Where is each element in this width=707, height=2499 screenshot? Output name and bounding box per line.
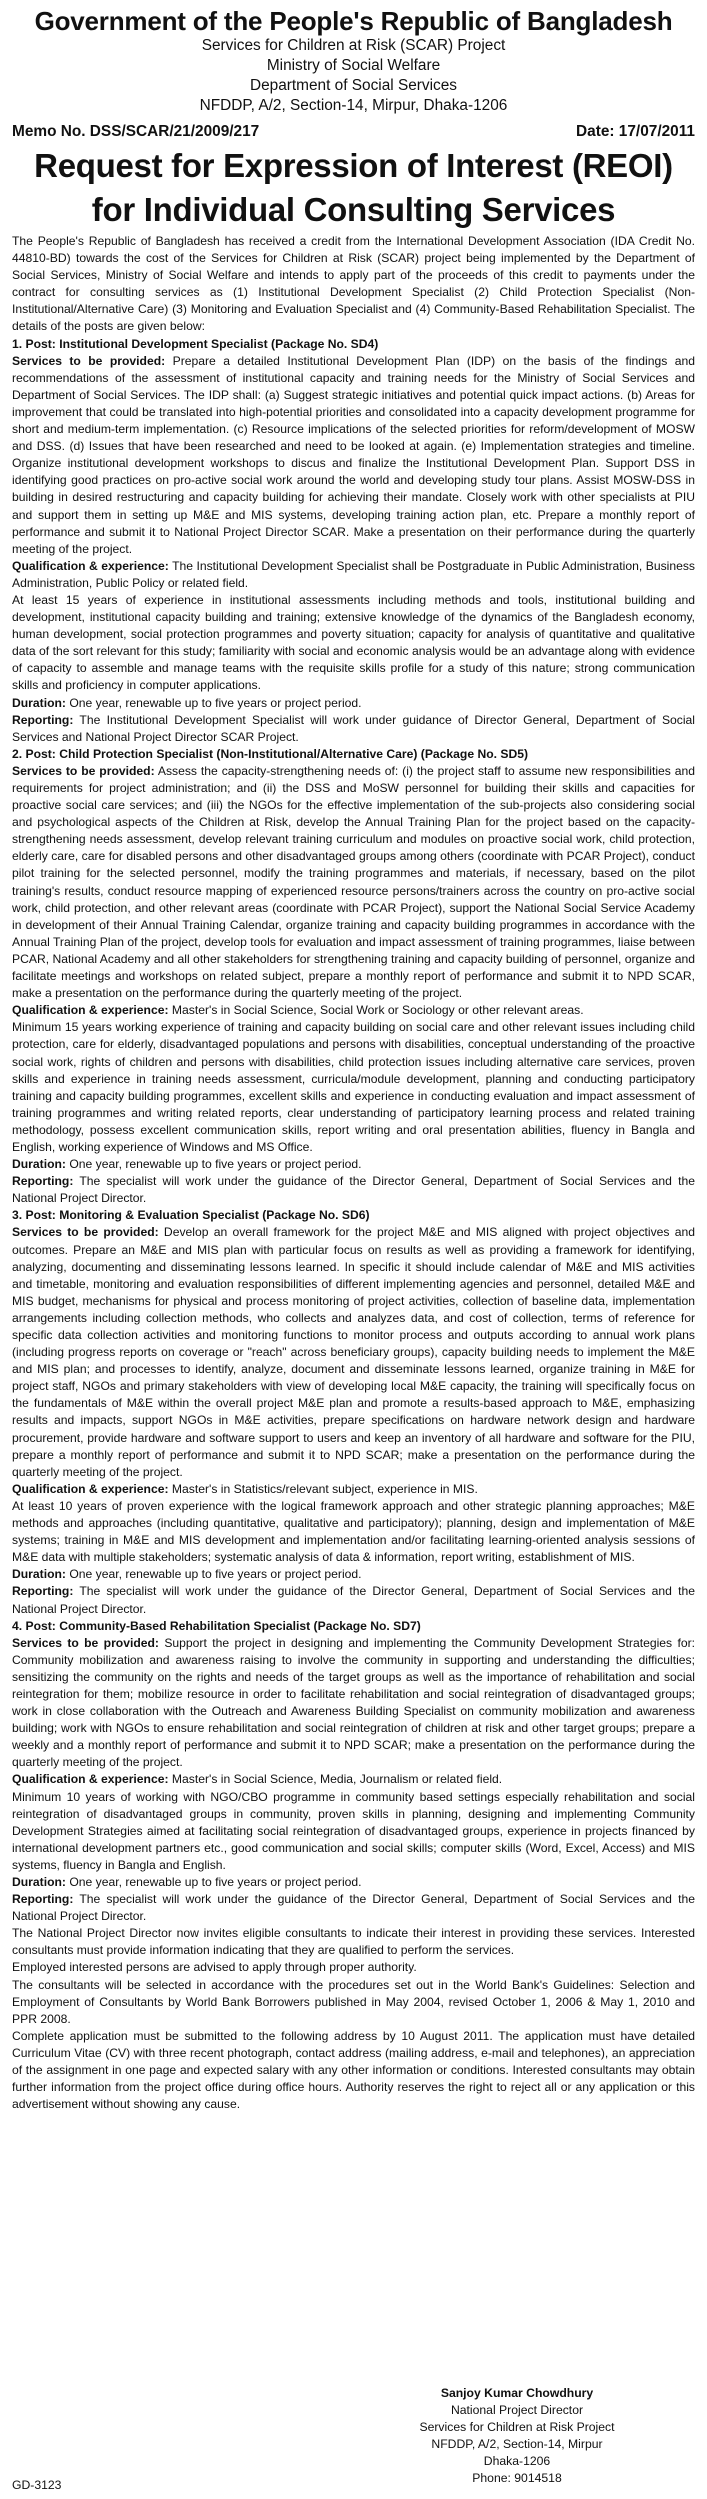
duration-label: Duration:	[12, 695, 66, 710]
post-2-duration	[12, 1156, 695, 1173]
post-1-qualification-text: The Institutional Development Specialist shall be Postgraduate in Public Administration, Business Administration, Public Policy or related field.	[12, 558, 695, 590]
duration-label: Duration:	[12, 1157, 66, 1172]
post-1-reporting-text: The Institutional Development Specialist will work under guidance of Director General, Department of Social Services and National Project Director SCAR Project.	[12, 712, 696, 744]
signatory-city: Dhaka-1206	[483, 2454, 551, 2468]
reporting-label: Reporting:	[12, 1584, 74, 1599]
signatory-project: Services for Children at Risk Project	[419, 2420, 615, 2434]
post-3-services-text: Develop an overall framework for the project M&E and MIS aligned with project objectives and outcomes. Prepare an M&E and MIS plan with particular focus on results as well as providing a framework for identifying, analyzing, documenting and disseminating lessons learned. In specific it should include calendar of M&E and MIS activities and timetable, monitoring and evaluation responsibilities of different implementing agencies and personnel, detailed M&E and MIS budget, mechanisms for physical and process monitoring of project activities, collection of baseline data, implementation arrangements including collection methods, who collects and analyzes data, and cost of collection, terms of reference for specific data collection activities and monitoring functions to monitor process and outputs according to annual work plans (including progress reports on coverage or "reach" across beneficiary groups), capacity building needs to implement the M&E and MIS plan; and processes to identify, analyze, document and disseminate lessons learned, organize training in M&E for project staff, NGOs and primary stakeholders with view of developing local M&E capacity, the training will specifically focus on the fundamentals of M&E within the overall project M&E plan and promote a results-based approach to M&E, emphasizing results and impacts, support NGOs in M&E activities, prepare specifications on hardware network design and hardware procurement, provide hardware and software support to users and keep an inventory of all hardware and software for the PIU, prepare a monthly report of performance and submit it to NPD SCAR; make a presentation on the performance during the quarterly meeting of the project.	[12, 1225, 696, 1479]
reoi-heading-line-2: for Individual Consulting Services	[91, 191, 616, 228]
post-3-qualification-text: Master's in Statistics/relevant subject, experience in MIS.	[171, 1481, 478, 1496]
post-4-duration-text: One year, renewable up to five years or project period.	[69, 1875, 362, 1889]
post-4-reporting	[12, 1891, 695, 1925]
post-4-services	[12, 1635, 695, 1772]
post-4-title: 4. Post: Community-Based Rehabilitation Specialist (Package No. SD7)	[12, 1618, 421, 1633]
post-2-title: 2. Post: Child Protection Specialist (Non-Institutional/Alternative Care) (Package No. SD5)	[12, 746, 529, 761]
closing-invitation: The National Project Director now invites eligible consultants to indicate their interest in providing these services. Interested consultants must provide information indicating that they are qualified to perform the services.	[12, 1926, 695, 1958]
closing-application-instructions: Complete application must be submitted to the following address by 10 August 2011. The application must have detailed Curriculum Vitae (CV) with three recent photograph, contact address (mailing address, e-mail and telephones), an appreciation of the assignment in one page and expected salary with any other information or conditions. Interested consultants may obtain further information from the project office during office hours. Authority reserves the right to reject all or any application or this advertisement without showing any cause.	[12, 2028, 695, 2112]
notice-body	[12, 233, 695, 2113]
services-label: Services to be provided:	[12, 1225, 159, 1240]
duration-label: Duration:	[12, 1875, 66, 1889]
post-4-experience: Minimum 10 years of working with NGO/CBO programme in community based settings especially rehabilitation and social reintegration of disadvantaged groups in community, proven skills in planning, designing and implementing Community Development Strategies aimed at facilitating social reintegration of disadvantaged groups, experience in projects financed by international development partners etc., good communication and social skills; computer skills (Word, Excel, Access) and MIS systems, fluency in Bangla and English.	[12, 1789, 695, 1872]
post-2-qualification-text: Master's in Social Science, Social Work or Sociology or other relevant areas.	[171, 1003, 584, 1018]
reporting-label: Reporting:	[12, 1174, 74, 1189]
memo-line	[12, 122, 695, 142]
department-name: Department of Social Services	[249, 77, 457, 94]
post-2-services-text: Assess the capacity-strengthening needs of: (i) the project staff to assume new responsibilities and requirements for project administration; and (ii) the DSS and MoSW personnel for building their skills and capacities for proactive social care services; and (iii) the NGOs for the effective implementation of the sub-projects also considering social and psychological aspects of the Children at Risk, develop the Annual Training Plan for the project based on the capacity-strengthening needs assessment, develop relevant training curriculum and modules on proactive social work, child protection, elderly care, care for disabled persons and other disadvantaged groups among others (coordinate with PCAR Project), conduct pilot training for the selected personnel, modify the training programmes and materials, if necessary, based on the pilot training's results, conduct resource mapping of experienced resource persons/trainers across the country on pro-active social work, child protection, and other relevant areas (coordinate with PCAR Project), support the National Social Service Academy in development of their Annual Training Calendar, organize training and capacity building programmes in accordance with the Annual Training Plan of the project, develop tools for evaluation and impact assessment of training programmes, liaise between PCAR, National Academy and all other stakeholders for strengthening training and capacity building of personnel, organize and facilitate meetings and workshops on related subject, prepare a monthly report of performance and submit it to NPD SCAR, make a presentation on the performance during the quarterly meeting of the project.	[12, 763, 696, 1001]
memo-number: Memo No. DSS/SCAR/21/2009/217	[12, 123, 260, 140]
post-1-services-text: Prepare a detailed Institutional Development Plan (IDP) on the basis of the findings and recommendations of the assessment of institutional capacity and training needs for the Ministry of Social Services and Department of Social Services. The IDP shall: (a) Suggest strategic initiatives and potential quick impact actions. (b) Areas for improvement that could be translated into high-potential priorities and consolidated into a capacity development programme for short and medium-term implementation. (c) Resource implications of the selected priorities for reform/development of MOSW and DSS. (d) Issues that have been researched and need to be looked at again. (e) Implementation strategies and timeline. Organize institutional development workshops to discus and finalize the Institutional Development Plan. Support DSS in identifying good practices on pro-active social work around the world and developing study tour plans. Assist MOSW-DSS in building in desired restructuring and capacity building for achieving their mandate. Closely work with other specialists at PIU and support them in setting up M&E and MIS systems, developing training action plan, etc. Prepare a monthly report of performance and submit it to National Project Director SCAR. Make a presentation on their performance during the quarterly meeting of the project.	[12, 353, 695, 556]
qualification-label: Qualification & experience:	[12, 1772, 169, 1787]
post-3-qualification	[12, 1481, 695, 1498]
signatory-designation: National Project Director	[450, 2403, 584, 2417]
post-3-reporting	[12, 1583, 695, 1617]
post-1-reporting	[12, 712, 695, 746]
government-title: Government of the People's Republic of Bangladesh	[34, 6, 673, 36]
reoi-heading-line-1: Request for Expression of Interest (REOI)	[34, 147, 673, 184]
services-label: Services to be provided:	[12, 353, 166, 368]
closing-proper-authority: Employed interested persons are advised to apply through proper authority.	[12, 1960, 417, 1975]
post-4-services-text: Support the project in designing and implementing the Community Development Strategies for: Community mobilization and awareness raising to involve the community in supporting and understanding the difficulties; sensitizing the community on the rights and needs of the target groups as well as the importance of rehabilitation and social reintegration for them; mobilize resource in order to facilitate rehabilitation and social reintegration of disadvantaged groups; work in close collaboration with the Outreach and Awareness Building Specialist on community mobilization and awareness building; work with NGOs to ensure rehabilitation and social reintegration of children at risk and other target groups; prepare a weekly and a monthly report of performance and submit it to NPD SCAR; make a presentation on the performance during the quarterly meeting of the project.	[12, 1635, 695, 1770]
post-1-duration-text: One year, renewable up to five years or project period.	[69, 695, 362, 710]
post-2-reporting-text: The specialist will work under the guidance of the Director General, Department of Social Services and the National Project Director.	[12, 1174, 695, 1206]
ministry-name: Ministry of Social Welfare	[266, 57, 441, 74]
post-4-reporting-text: The specialist will work under the guidance of the Director General, Department of Social Services and the National Project Director.	[12, 1892, 695, 1924]
post-3-experience: At least 10 years of proven experience with the logical framework approach and other strategic planning approaches; M&E methods and approaches (including quantitative, qualitative and participatory); planning, design and implementation of M&E systems; training in M&E and MIS development and implementation and/or facilitating learning-oriented analysis sessions of M&E data with multiple stakeholders; systematic analysis of data & information, report writing, establishment of MIS.	[12, 1498, 695, 1565]
services-label: Services to be provided:	[12, 1635, 159, 1650]
qualification-label: Qualification & experience:	[12, 1481, 169, 1496]
reporting-label: Reporting:	[12, 712, 74, 727]
signatory-name: Sanjoy Kumar Chowdhury	[440, 2386, 594, 2400]
signature-block	[407, 2385, 627, 2487]
post-1-services	[12, 353, 695, 558]
post-1-experience: At least 15 years of experience in institutional assessments including methods and tools, institutional building and development, institutional capacity building and training; extensive knowledge of the dynamics of the Bangladesh economy, human development, social protection programmes and poverty situation; capacity for analysis of quantitative and qualitative data of the sort relevant for this study; familiarity with social and economic analysis would be an advantage along with evidence of capacity to assemble and manage teams with the requisite skills profile for a study of this nature; strong communication skills and proficiency in computer applications.	[12, 592, 695, 693]
duration-label: Duration:	[12, 1567, 66, 1582]
signatory-phone: Phone: 9014518	[472, 2471, 562, 2485]
post-2-qualification	[12, 1002, 695, 1019]
post-2-reporting	[12, 1173, 695, 1207]
post-3-duration-text: One year, renewable up to five years or project period.	[69, 1567, 362, 1582]
post-2-experience: Minimum 15 years working experience of training and capacity building on social care and other relevant issues including child protection, care for elderly, disadvantaged populations and persons with disabilities, conceptual understanding of the proactive social work, rights of children and persons with disabilities, child protection issues including alternative care services, proven skills and experience in training needs assessment, curricula/module development, planning and conducting participatory training and capacity building programmes, excellent skills and experience in conducting evaluation and impact assessment of training programmes and writing related reports, clear understanding of participatory learning process and related training methodology, possess excellent communication skills, report writing and oral presentation abilities, fluency in Bangla and English, working experience of Windows and MS Office.	[12, 1020, 695, 1154]
post-4-duration	[12, 1874, 695, 1891]
post-2-duration-text: One year, renewable up to five years or project period.	[69, 1157, 362, 1172]
qualification-label: Qualification & experience:	[12, 558, 169, 573]
reporting-label: Reporting:	[12, 1892, 74, 1907]
post-4-qualification	[12, 1771, 695, 1788]
office-address: NFDDP, A/2, Section-14, Mirpur, Dhaka-1206	[199, 97, 508, 114]
closing-selection-guidelines: The consultants will be selected in accordance with the procedures set out in the World Bank's Guidelines: Selection and Employment of Consultants by World Bank Borrowers published in May 2004, revised October 1, 2006 & May 1, 2010 and PPR 2008.	[12, 1977, 695, 2026]
gd-code: GD-3123	[12, 2478, 62, 2492]
post-2-services	[12, 763, 695, 1002]
post-3-services	[12, 1224, 695, 1480]
memo-date: Date: 17/07/2011	[576, 123, 695, 140]
post-4-qualification-text: Master's in Social Science, Media, Journalism or related field.	[171, 1772, 503, 1787]
qualification-label: Qualification & experience:	[12, 1003, 169, 1018]
post-3-duration	[12, 1566, 695, 1583]
post-3-title: 3. Post: Monitoring & Evaluation Specialist (Package No. SD6)	[12, 1208, 370, 1223]
signatory-address: NFDDP, A/2, Section-14, Mirpur	[431, 2437, 603, 2451]
post-1-duration	[12, 695, 695, 712]
post-1-qualification	[12, 558, 695, 592]
services-label: Services to be provided:	[12, 763, 155, 778]
intro-paragraph: The People's Republic of Bangladesh has received a credit from the International Development Association (IDA Credit No. 44810-BD) towards the cost of the Services for Children at Risk (SCAR) project being implemented by the Department of Social Services, Ministry of Social Welfare and intends to apply part of the proceeds of this credit to payments under the contract for consulting services as (1) Institutional Development Specialist (2) Child Protection Specialist (Non-Institutional/Alternative Care) (3) Monitoring and Evaluation Specialist and (4) Community-Based Rehabilitation Specialist. The details of the posts are given below:	[12, 234, 695, 334]
post-3-reporting-text: The specialist will work under the guidance of the Director General, Department of Social Services and the National Project Director.	[12, 1584, 695, 1616]
post-1-title: 1. Post: Institutional Development Specialist (Package No. SD4)	[12, 336, 379, 351]
project-name: Services for Children at Risk (SCAR) Project	[201, 37, 506, 54]
